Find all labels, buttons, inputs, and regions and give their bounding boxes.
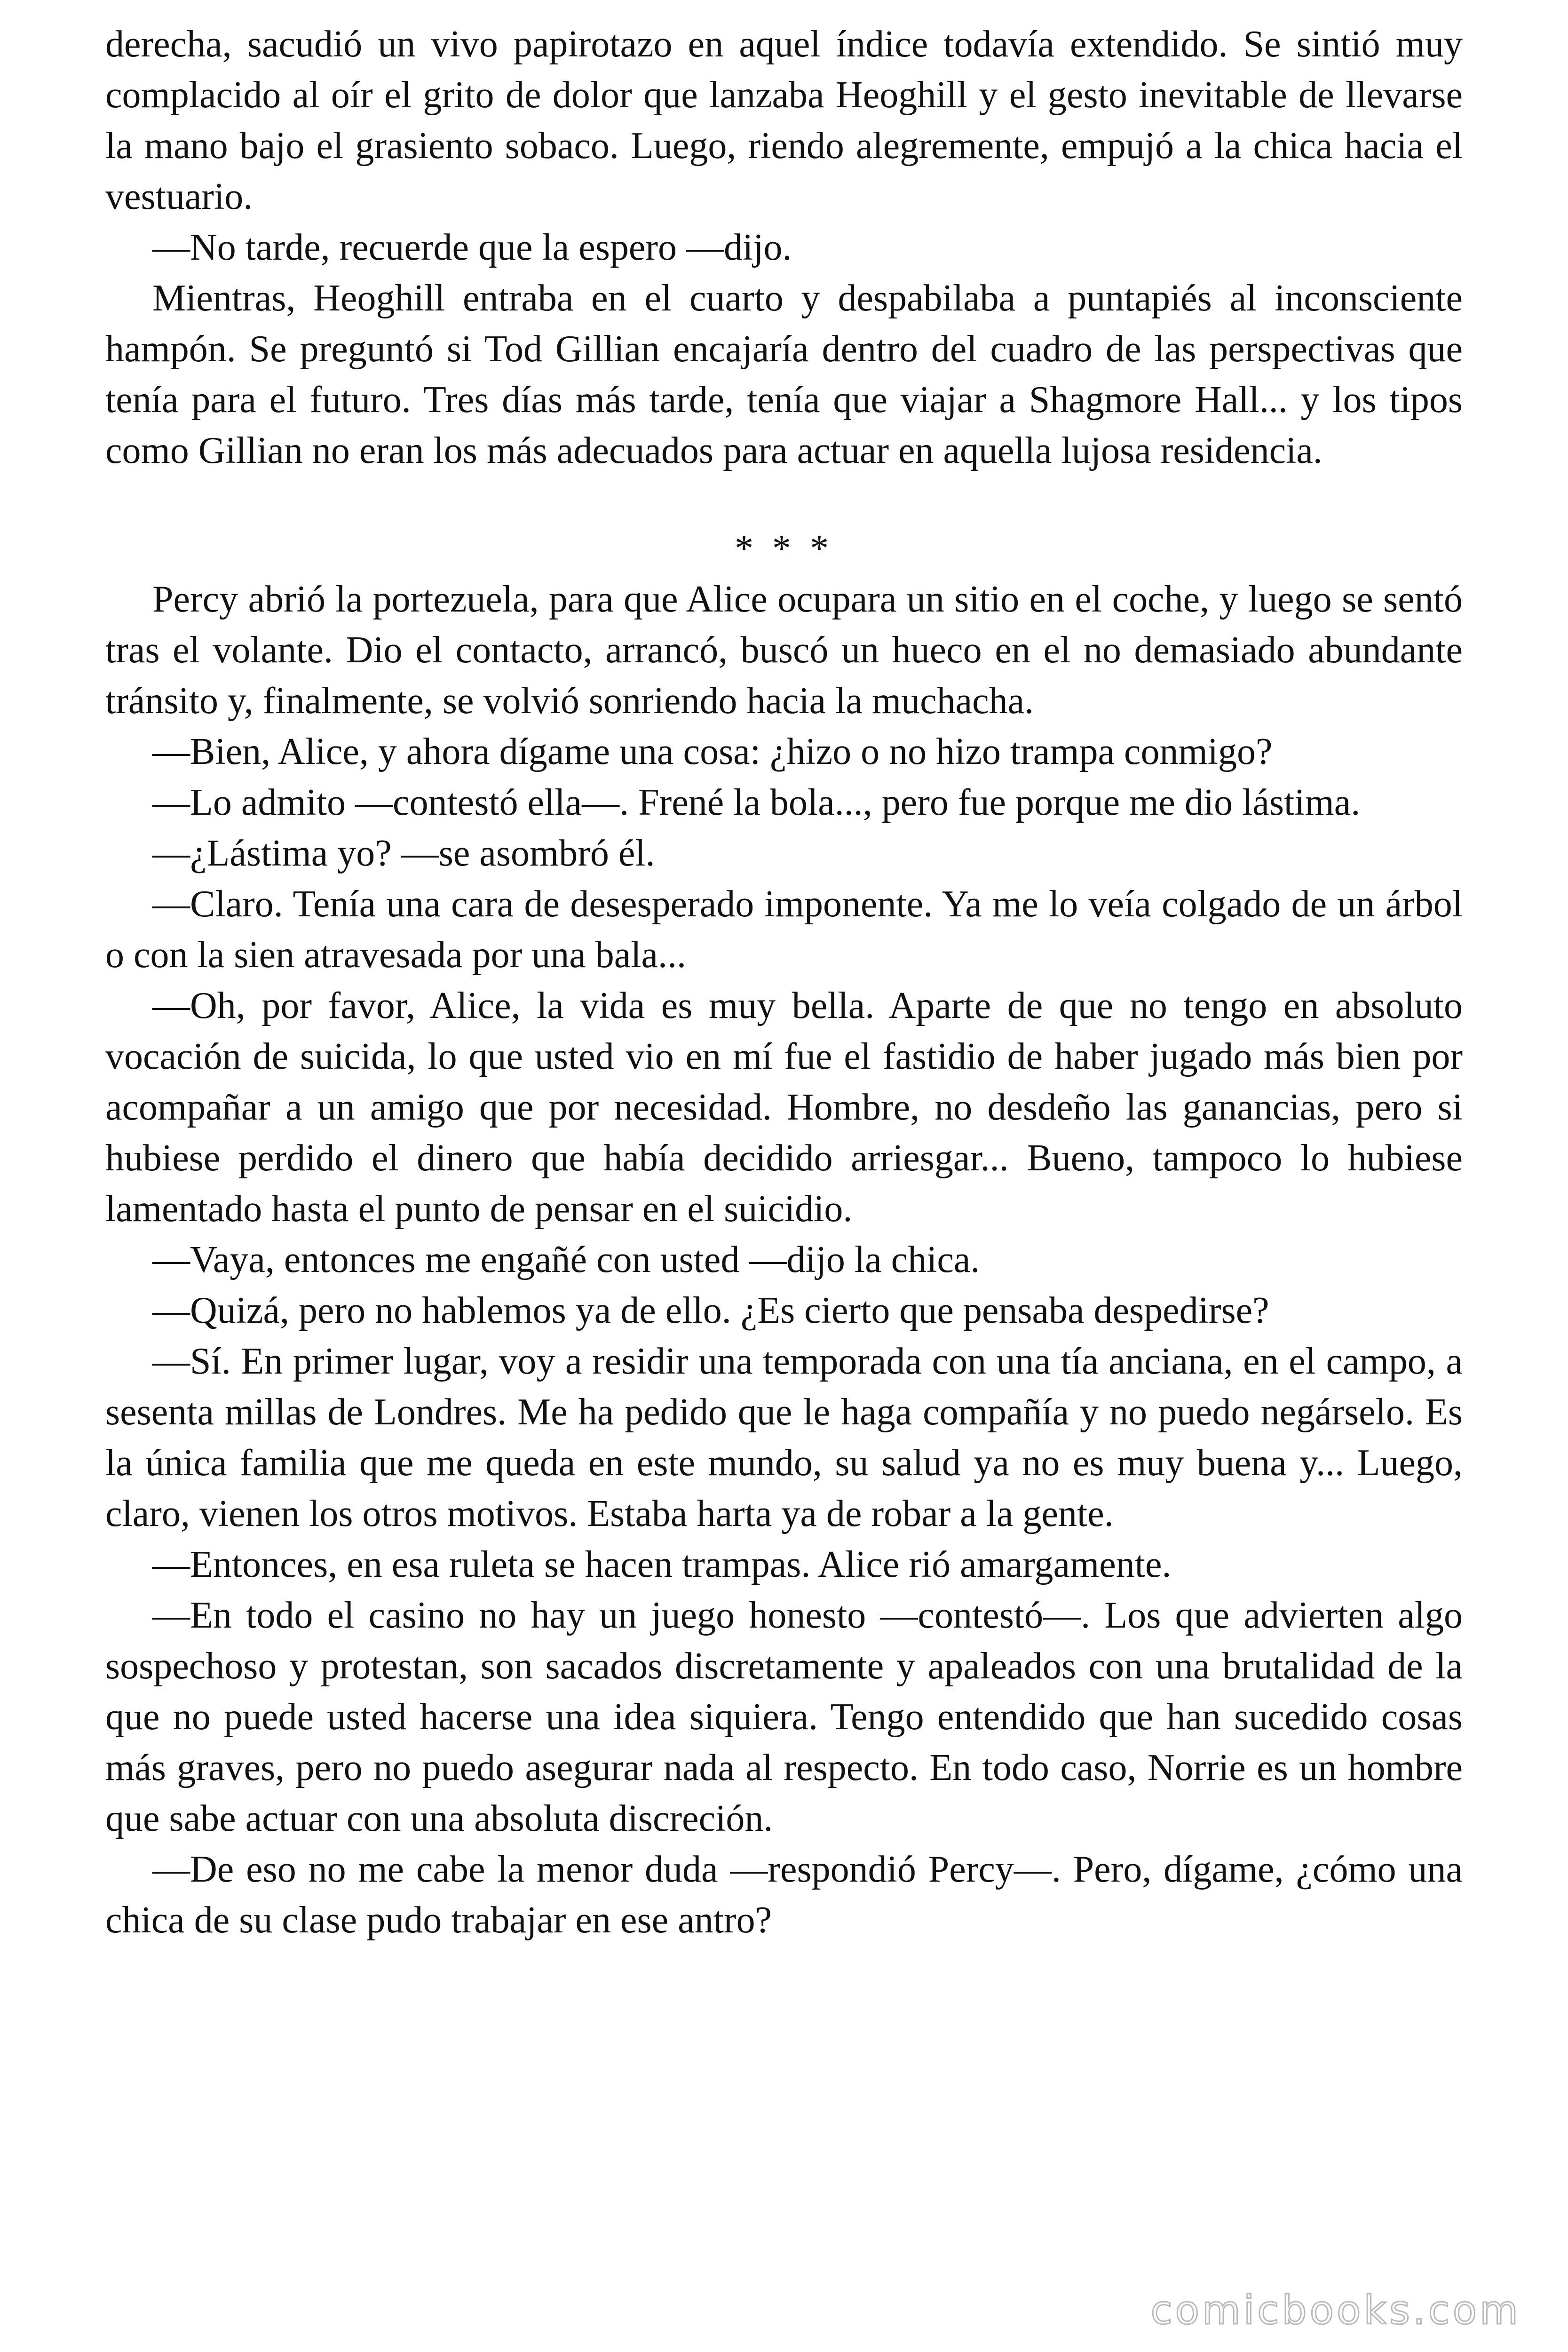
paragraph: —¿Lástima yo? —se asombró él. [152,833,655,874]
page-body [105,19,1463,1946]
paragraph: —Entonces, en esa ruleta se hacen trampas. Alice rió amargamente. [152,1544,1172,1585]
paragraph: —Quizá, pero no hablemos ya de ello. ¿Es cierto que pensaba despedirse? [152,1290,1269,1331]
paragraph: —Sí. En primer lugar, voy a residir una temporada con una tía anciana, en el campo, a sesenta millas de Londres. Me ha pedido que le haga compañía y no puedo negárselo. Es la única familia que me queda en este mundo, su salud ya no es muy buena y... Luego, claro, vienen los otros motivos. Estaba harta ya de robar a la gente. [105,1341,1463,1534]
paragraph: Mientras, Heoghill entraba en el cuarto y despabilaba a puntapiés al inconsciente hampón. Se preguntó si Tod Gillian encajaría dentro del cuadro de las perspectivas que tenía para el futuro. Tres días más tarde, tenía que viajar a Shagmore Hall... y los tipos como Gillian no eran los más adecuados para actuar en aquella lujosa residencia. [105,278,1463,471]
paragraph: —Bien, Alice, y ahora dígame una cosa: ¿hizo o no hizo trampa conmigo? [152,731,1273,772]
paragraph: —Lo admito —contestó ella—. Frené la bola..., pero fue porque me dio lástima. [152,782,1361,823]
paragraph: derecha, sacudió un vivo papirotazo en aquel índice todavía extendido. Se sintió muy complacido al oír el grito de dolor que lanzaba Heoghill y el gesto inevitable de llevarse la mano bajo el grasiento sobaco. Luego, riendo alegremente, empujó a la chica hacia el vestuario. [105,24,1463,217]
paragraph: —Claro. Tenía una cara de desesperado imponente. Ya me lo veía colgado de un árbol o con la sien atravesada por una bala... [105,883,1463,976]
watermark: comicbooks.com [1150,2287,1521,2333]
paragraph: —En todo el casino no hay un juego honesto —contestó—. Los que advierten algo sospechoso y protestan, son sacados discretamente y apaleados con una brutalidad de la que no puede usted hacerse una idea siquiera. Tengo entendido que han sucedido cosas más graves, pero no puedo asegurar nada al respecto. En todo caso, Norrie es un hombre que sabe actuar con una absoluta discreción. [105,1595,1463,1839]
paragraph: —De eso no me cabe la menor duda —respondió Percy—. Pero, dígame, ¿cómo una chica de su clase pudo trabajar en ese antro? [105,1849,1463,1941]
paragraph: Percy abrió la portezuela, para que Alice ocupara un sitio en el coche, y luego se sentó tras el volante. Dio el contacto, arrancó, buscó un hueco en el no demasiado abundante tránsito y, finalmente, se volvió sonriendo hacia la muchacha. [105,579,1463,722]
section-separator: * * * [735,528,833,569]
paragraph: —Oh, por favor, Alice, la vida es muy bella. Aparte de que no tengo en absoluto vocación de suicida, lo que usted vio en mí fue el fastidio de haber jugado más bien por acompañar a un amigo que por necesidad. Hombre, no desdeño las ganancias, pero si hubiese perdido el dinero que había decidido arriesgar... Bueno, tampoco lo hubiese lamentado hasta el punto de pensar en el suicidio. [105,985,1463,1230]
paragraph: —Vaya, entonces me engañé con usted —dijo la chica. [152,1239,980,1280]
paragraph: —No tarde, recuerde que la espero —dijo. [152,227,792,268]
